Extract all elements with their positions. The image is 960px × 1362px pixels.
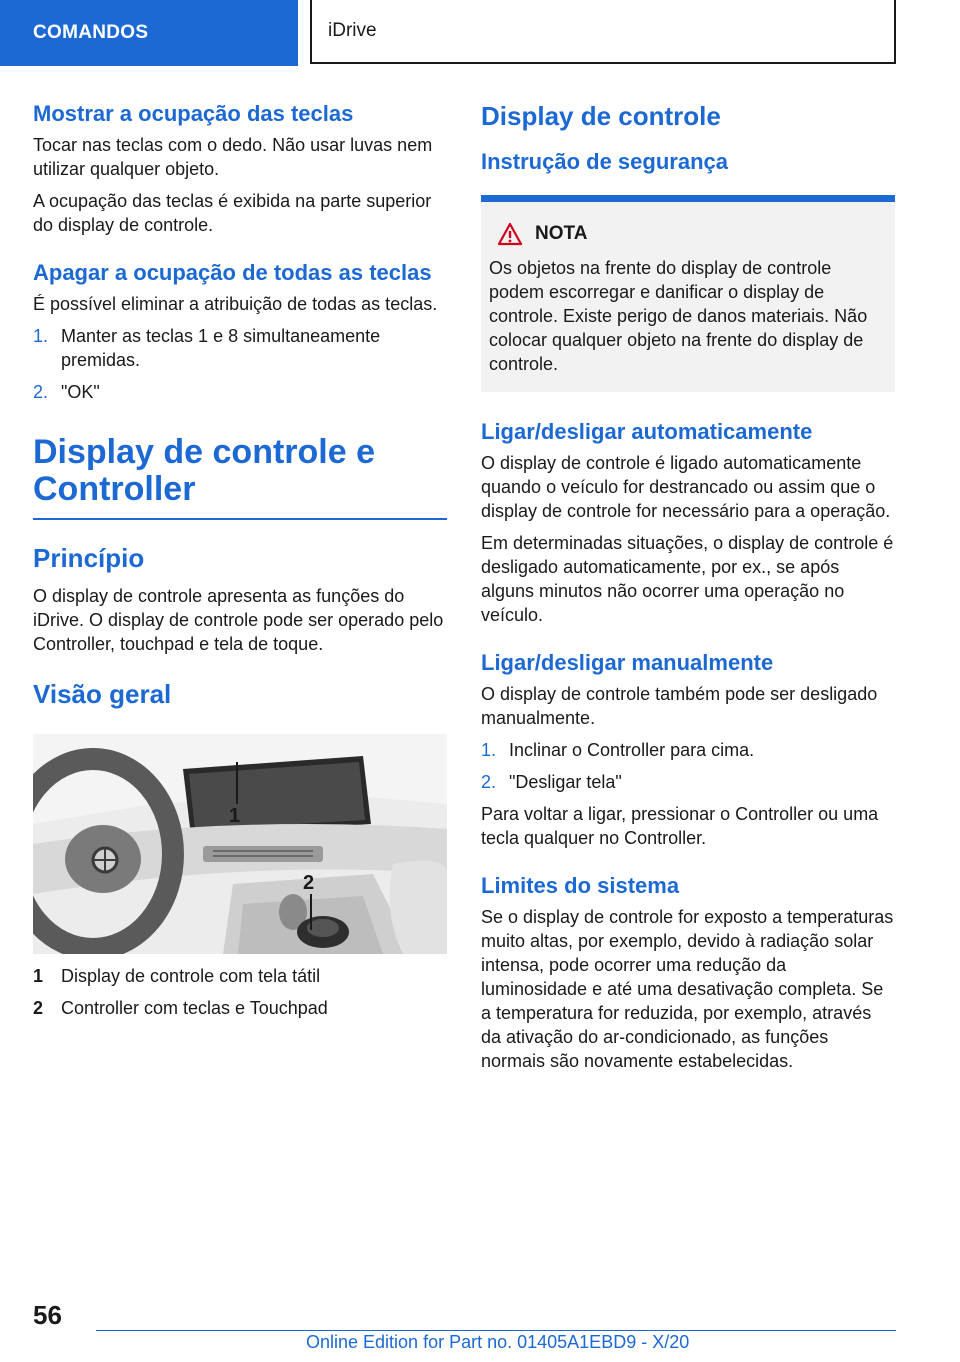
figure-callout-2: 2	[303, 872, 315, 894]
header-section-label: COMANDOS	[33, 22, 149, 43]
left-steps-list	[33, 324, 447, 404]
heading-manual-on-off: Ligar/desligar manualmente	[481, 650, 774, 675]
paragraph-auto-2: Em determinadas situações, o display de controle é desligado automaticamente, por ex., se após alguns minutos não ocorrer uma operação no veículo.	[481, 533, 894, 625]
step-number: 2.	[33, 382, 49, 402]
page-number: 56	[33, 1300, 62, 1330]
heading-system-limits: Limites do sistema	[481, 873, 680, 898]
list-item	[33, 380, 447, 404]
heading-overview: Visão geral	[33, 679, 172, 709]
notice-text: Os objetos na frente do display de controle podem escorregar e danificar o display de controle. Existe perigo de danos materiais. Não colocar qualquer objeto na frente do display de controle.	[489, 258, 868, 374]
step-text: Inclinar o Controller para cima.	[509, 740, 755, 760]
list-item	[481, 770, 895, 794]
header-section-tab	[0, 0, 298, 66]
legend-item	[33, 996, 447, 1020]
paragraph-manual: O display de controle também pode ser desligado manualmente.	[481, 684, 878, 728]
heading-auto-on-off: Ligar/desligar automaticamente	[481, 419, 813, 444]
heading-control-display: Display de controle	[481, 101, 721, 131]
header-topic-label: iDrive	[328, 20, 377, 41]
list-item	[33, 324, 447, 372]
legend-number: 2	[33, 998, 44, 1018]
step-number: 2.	[481, 772, 497, 792]
figure-legend	[33, 964, 447, 1020]
right-column	[481, 100, 895, 1081]
paragraph-auto-1: O display de controle é ligado automaticamente quando o veículo for destrancado ou assim que o display de controle for necessário para a operação.	[481, 453, 891, 521]
legend-text: Display de controle com tela tátil	[61, 966, 321, 986]
left-column	[33, 100, 447, 1028]
chapter-title: Display de controle e Controller	[33, 434, 447, 520]
figure-callout-1: 1	[229, 805, 241, 827]
heading-clear-assignment: Apagar a ocupação de todas as teclas	[33, 260, 432, 285]
dashboard-illustration	[33, 734, 447, 954]
heading-principle: Princípio	[33, 543, 145, 573]
header-topic-box	[310, 0, 896, 64]
notice-label: NOTA	[535, 223, 588, 244]
paragraph-principle: O display de controle apresenta as funções do iDrive. O display de controle pode ser operado pelo Controller, touchpad e tela de toque.	[33, 586, 444, 654]
paragraph-limits: Se o display de controle for exposto a temperaturas muito altas, por exemplo, devido à radiação solar intensa, pode ocorrer uma redução da luminosidade e até uma desativação completa. Se a temperatura for reduzida, por exemplo, através da ativação do ar-condicionado, as funções normais são novamente estabelecidas.	[481, 907, 894, 1071]
safety-notice-box	[481, 195, 895, 392]
paragraph-manual-2: Para voltar a ligar, pressionar o Controller ou uma tecla qualquer no Controller.	[481, 804, 879, 848]
heading-show-key-assignment: Mostrar a ocupação das teclas	[33, 101, 354, 126]
footer-divider	[96, 1330, 896, 1331]
step-text: "Desligar tela"	[509, 772, 622, 792]
paragraph-show-1: Tocar nas teclas com o dedo. Não usar luvas nem utilizar qualquer objeto.	[33, 135, 433, 179]
heading-safety-instruction: Instrução de segurança	[481, 149, 728, 174]
step-text: "OK"	[61, 382, 100, 402]
legend-item	[33, 964, 447, 988]
paragraph-clear: É possível eliminar a atribuição de todas as teclas.	[33, 294, 438, 314]
footer-edition: Online Edition for Part no. 01405A1EBD9 - X/20	[306, 1332, 690, 1352]
legend-number: 1	[33, 966, 44, 986]
step-number: 1.	[33, 326, 49, 346]
notice-heading	[497, 222, 887, 246]
warning-triangle-icon	[497, 222, 523, 246]
step-number: 1.	[481, 740, 497, 760]
list-item	[481, 738, 895, 762]
legend-text: Controller com teclas e Touchpad	[61, 998, 328, 1018]
paragraph-show-2: A ocupação das teclas é exibida na parte superior do display de controle.	[33, 191, 432, 235]
step-text: Manter as teclas 1 e 8 simultaneamente premidas.	[61, 326, 381, 370]
right-steps-list	[481, 738, 895, 794]
